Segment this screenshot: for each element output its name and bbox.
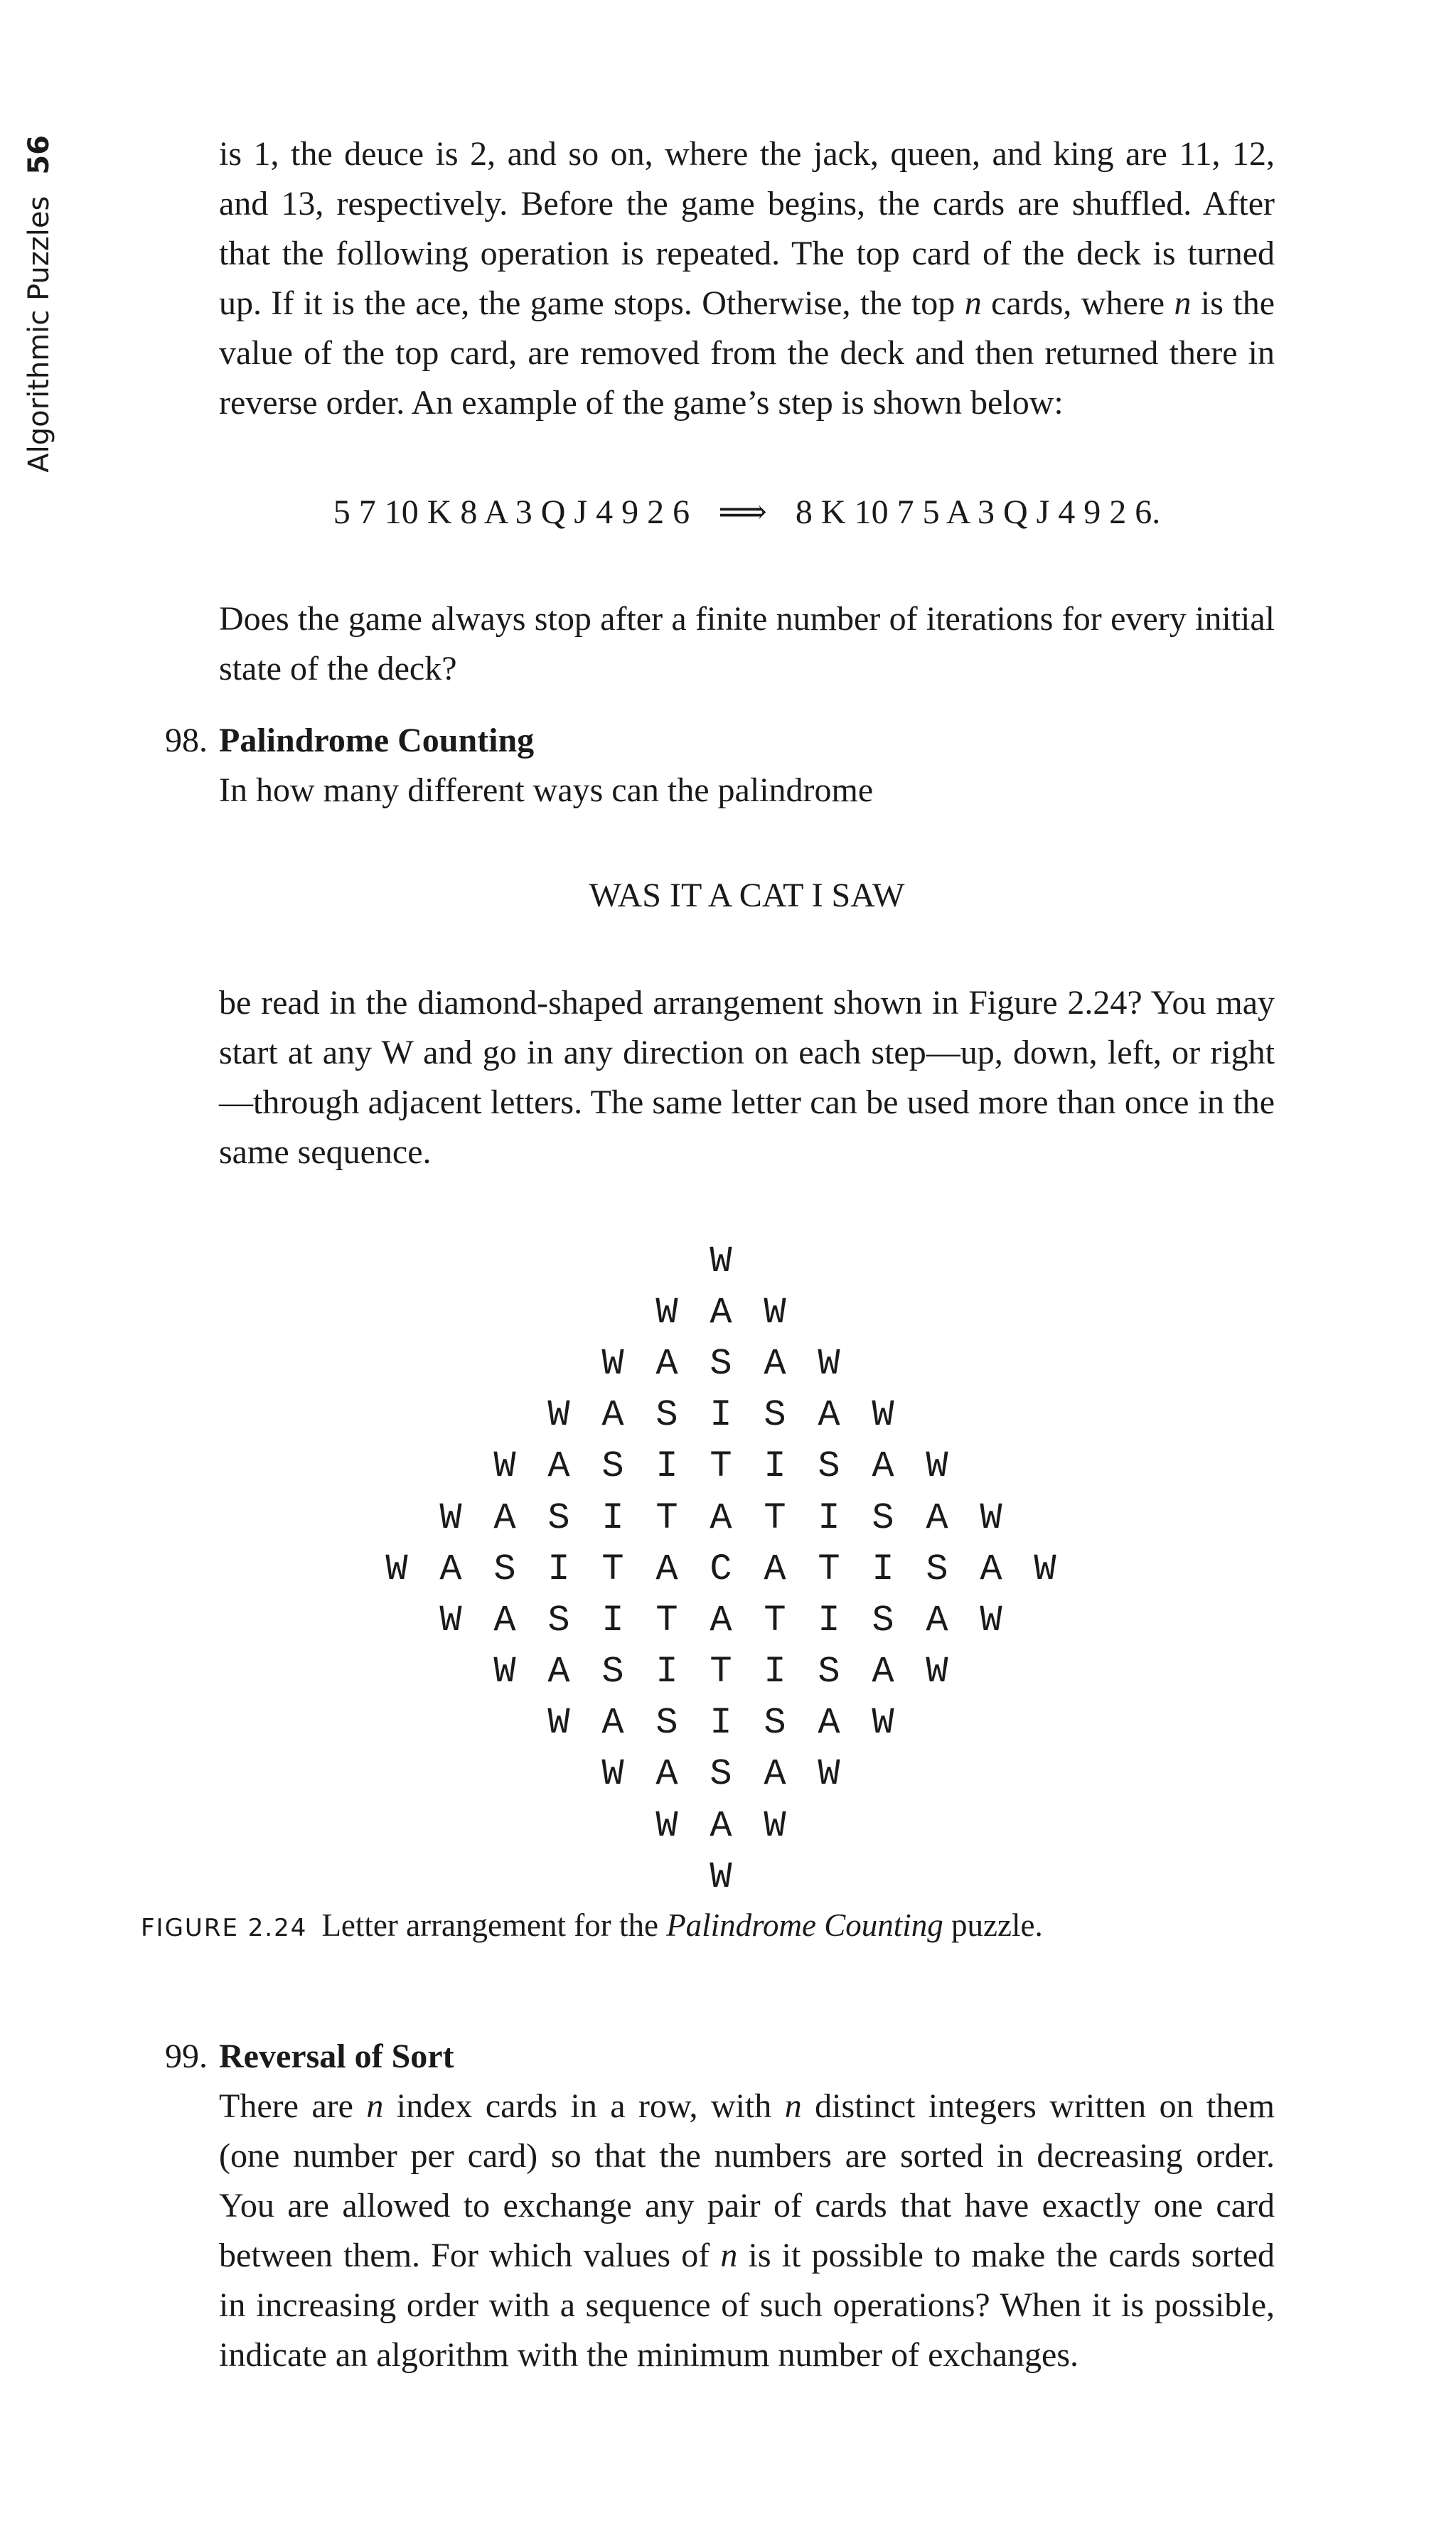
diamond-letter: S bbox=[872, 1599, 894, 1642]
diamond-letter: W bbox=[493, 1445, 516, 1488]
diamond-letter: W bbox=[710, 1856, 732, 1898]
diamond-letter: A bbox=[601, 1702, 624, 1745]
diamond-letter: I bbox=[655, 1445, 678, 1488]
diamond-letter: W bbox=[439, 1497, 462, 1539]
diamond-letter: T bbox=[655, 1599, 678, 1642]
problem-number: 99. bbox=[165, 2038, 208, 2075]
problem-title: Reversal of Sort bbox=[219, 2038, 454, 2075]
diamond-letter: W bbox=[980, 1497, 1002, 1539]
diamond-letter: W bbox=[385, 1548, 408, 1590]
diamond-letter: A bbox=[764, 1548, 786, 1590]
running-head-title: Algorithmic Puzzles bbox=[23, 196, 55, 473]
diamond-row bbox=[0, 1492, 1456, 1543]
diamond-letter: S bbox=[547, 1497, 570, 1539]
diamond-letter: I bbox=[655, 1651, 678, 1693]
diamond-letter: S bbox=[547, 1599, 570, 1642]
problem-98-heading bbox=[165, 716, 534, 766]
diamond-letter: A bbox=[710, 1599, 732, 1642]
diamond-letter: A bbox=[655, 1548, 678, 1590]
diamond-letter: W bbox=[601, 1342, 624, 1385]
diamond-letter: I bbox=[547, 1548, 570, 1590]
question-paragraph: Does the game always stop after a finite number of iterations for every initial state of the deck? bbox=[219, 600, 1275, 687]
diamond-letter: S bbox=[493, 1548, 516, 1590]
diamond-letter: T bbox=[710, 1651, 732, 1693]
diamond-letter: A bbox=[980, 1548, 1002, 1590]
diamond-letter: A bbox=[493, 1497, 516, 1539]
diamond-row bbox=[0, 1800, 1456, 1851]
figure-caption-title: Palindrome Counting bbox=[666, 1907, 943, 1943]
diamond-letter: W bbox=[1034, 1548, 1056, 1590]
example-before: 5 7 10 K 8 A 3 Q J 4 9 2 6 bbox=[333, 493, 690, 531]
diamond-row bbox=[0, 1236, 1456, 1287]
diamond-letter: A bbox=[872, 1651, 894, 1693]
diamond-letter: I bbox=[818, 1599, 840, 1642]
diamond-letter: A bbox=[818, 1394, 840, 1437]
diamond-letter: A bbox=[818, 1702, 840, 1745]
palindrome-text: WAS IT A CAT I SAW bbox=[589, 877, 905, 914]
diamond-letter: T bbox=[655, 1497, 678, 1539]
diamond-letter: A bbox=[926, 1599, 948, 1642]
problem-99-heading bbox=[165, 2032, 454, 2082]
diamond-letter: A bbox=[655, 1753, 678, 1796]
diamond-letter: S bbox=[710, 1753, 732, 1796]
diamond-letter: I bbox=[710, 1702, 732, 1745]
diamond-letter: W bbox=[872, 1394, 894, 1437]
diamond-row bbox=[0, 1543, 1456, 1595]
diamond-letter: A bbox=[547, 1651, 570, 1693]
diamond-letter: I bbox=[764, 1651, 786, 1693]
diamond-letter: T bbox=[710, 1445, 732, 1488]
page-number: 56 bbox=[23, 135, 55, 175]
implies-arrow: ⟹ bbox=[718, 493, 767, 531]
diamond-letter: S bbox=[926, 1548, 948, 1590]
diamond-letter: W bbox=[655, 1291, 678, 1334]
diamond-letter: W bbox=[764, 1291, 786, 1334]
diamond-letter: W bbox=[926, 1651, 948, 1693]
diamond-row bbox=[0, 1698, 1456, 1749]
diamond-letter: T bbox=[764, 1599, 786, 1642]
diamond-letter: A bbox=[710, 1291, 732, 1334]
diamond-letter: W bbox=[655, 1804, 678, 1847]
diamond-letter: S bbox=[710, 1342, 732, 1385]
problem-title: Palindrome Counting bbox=[219, 722, 535, 759]
diamond-letter: A bbox=[601, 1394, 624, 1437]
diamond-letter: W bbox=[818, 1753, 840, 1796]
example-after: 8 K 10 7 5 A 3 Q J 4 9 2 6. bbox=[795, 493, 1161, 531]
diamond-letter: A bbox=[439, 1548, 462, 1590]
diamond-letter: W bbox=[547, 1702, 570, 1745]
diamond-letter: A bbox=[547, 1445, 570, 1488]
problem-98-prompt: In how many different ways can the palindrome bbox=[219, 771, 874, 809]
diamond-letter: W bbox=[980, 1599, 1002, 1642]
figure-label: FIGURE 2.24 bbox=[141, 1914, 308, 1942]
diamond-letter: I bbox=[601, 1599, 624, 1642]
diamond-letter: A bbox=[926, 1497, 948, 1539]
diamond-letter: A bbox=[872, 1445, 894, 1488]
diamond-row bbox=[0, 1749, 1456, 1800]
example-step bbox=[219, 488, 1275, 537]
diamond-letter: S bbox=[601, 1445, 624, 1488]
running-head bbox=[14, 135, 64, 491]
diamond-letter: S bbox=[655, 1702, 678, 1745]
diamond-row bbox=[0, 1441, 1456, 1492]
diamond-letter: T bbox=[601, 1548, 624, 1590]
diamond-letter: A bbox=[493, 1599, 516, 1642]
problem-98-body: be read in the diamond-shaped arrangement shown in Figure 2.24? You may start at any W and go in any direction on each step—up, down, left, or right—through adjacent letters. The same letter can be used more than once in the same sequence. bbox=[219, 984, 1275, 1171]
diamond-letter: W bbox=[601, 1753, 624, 1796]
diamond-letter: A bbox=[710, 1804, 732, 1847]
diamond-letter: I bbox=[818, 1497, 840, 1539]
diamond-letter: W bbox=[710, 1240, 732, 1283]
diamond-letter: S bbox=[764, 1702, 786, 1745]
diamond-letter: W bbox=[872, 1702, 894, 1745]
letter-diamond-figure bbox=[0, 1236, 1456, 1902]
diamond-letter: A bbox=[655, 1342, 678, 1385]
diamond-letter: I bbox=[710, 1394, 732, 1437]
diamond-letter: S bbox=[818, 1651, 840, 1693]
diamond-letter: A bbox=[764, 1342, 786, 1385]
diamond-letter: W bbox=[547, 1394, 570, 1437]
diamond-letter: W bbox=[439, 1599, 462, 1642]
diamond-row bbox=[0, 1287, 1456, 1338]
diamond-letter: S bbox=[872, 1497, 894, 1539]
figure-caption: FIGURE 2.24 Letter arrangement for the Palindrome Counting puzzle. bbox=[141, 1907, 1043, 1943]
problem-99-body: There are n index cards in a row, with n distinct integers written on them (one number per card) so that the numbers are sorted in decreasing order. You are allowed to exchange any pair of cards that have exactly one card between them. For which values of n is it possible to make the cards sorted in increasing order with a sequence of such operations? When it is possible, indicate an algorithm with the minimum number of exchanges. bbox=[219, 2087, 1275, 2374]
diamond-letter: W bbox=[493, 1651, 516, 1693]
diamond-row bbox=[0, 1338, 1456, 1389]
diamond-letter: S bbox=[818, 1445, 840, 1488]
diamond-letter: A bbox=[764, 1753, 786, 1796]
diamond-row bbox=[0, 1647, 1456, 1698]
diamond-row bbox=[0, 1851, 1456, 1902]
diamond-letter: I bbox=[601, 1497, 624, 1539]
diamond-letter: W bbox=[926, 1445, 948, 1488]
diamond-letter: A bbox=[710, 1497, 732, 1539]
problem-number: 98. bbox=[165, 722, 208, 759]
diamond-letter: C bbox=[710, 1548, 732, 1590]
diamond-letter: T bbox=[764, 1497, 786, 1539]
intro-paragraph: is 1, the deuce is 2, and so on, where the jack, queen, and king are 11, 12, and 13, respectively. Before the game begins, the cards are shuffled. After that the following operation is repeated. The top card of the deck is turned up. If it is the ace, the game stops. Otherwise, the top n cards, where n is the value of the top card, are removed from the deck and then returned there in reverse order. An example of the game’s step is shown below: bbox=[219, 135, 1275, 422]
diamond-letter: S bbox=[601, 1651, 624, 1693]
diamond-letter: S bbox=[655, 1394, 678, 1437]
diamond-letter: I bbox=[872, 1548, 894, 1590]
diamond-letter: T bbox=[818, 1548, 840, 1590]
diamond-letter: I bbox=[764, 1445, 786, 1488]
diamond-row bbox=[0, 1595, 1456, 1646]
diamond-letter: W bbox=[818, 1342, 840, 1385]
diamond-letter: S bbox=[764, 1394, 786, 1437]
diamond-row bbox=[0, 1390, 1456, 1441]
diamond-letter: W bbox=[764, 1804, 786, 1847]
